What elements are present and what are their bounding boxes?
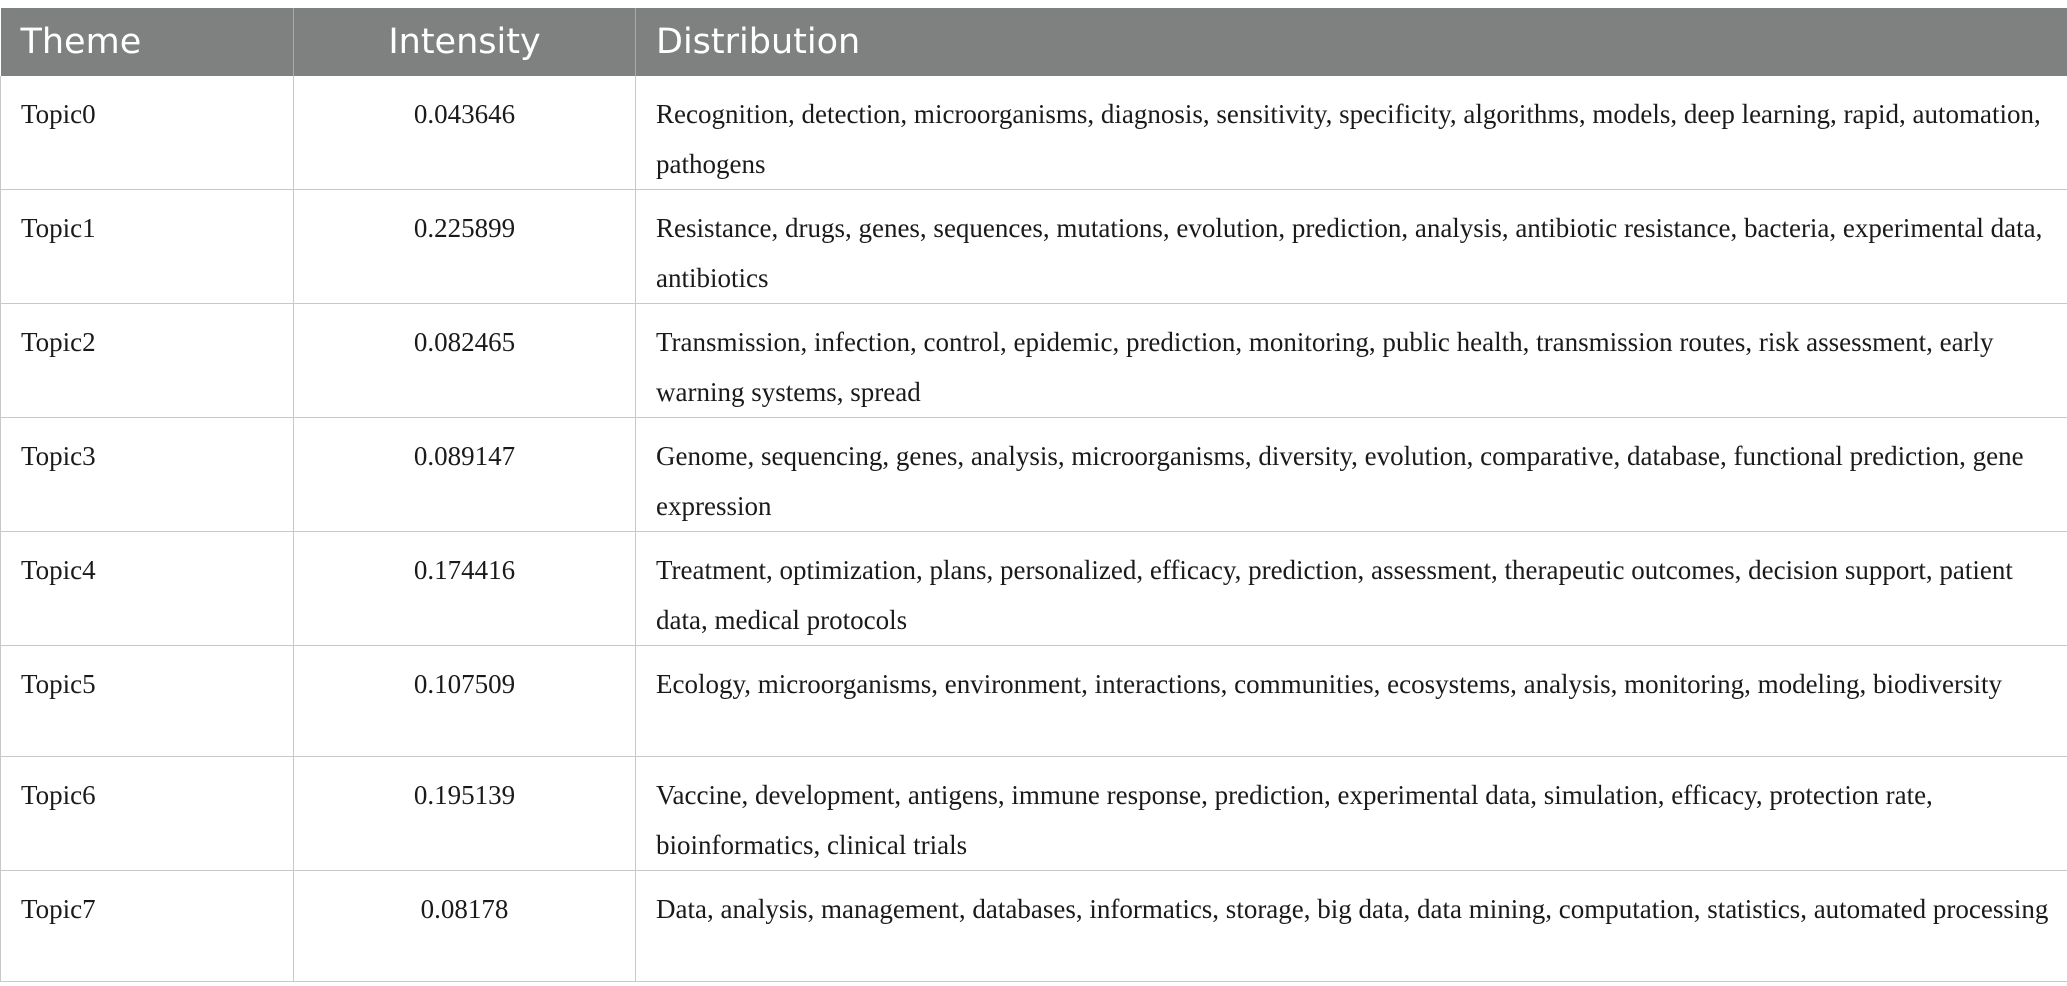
theme-cell: Topic5 <box>1 646 294 757</box>
table-row <box>1 646 2067 757</box>
table-row <box>1 757 2067 871</box>
theme-cell: Topic0 <box>1 76 294 190</box>
intensity-cell: 0.107509 <box>294 646 636 757</box>
header-row <box>1 8 2067 76</box>
header-distribution: Distribution <box>656 22 861 62</box>
table-row <box>1 418 2067 532</box>
distribution-cell: Treatment, optimization, plans, personalized, efficacy, prediction, assessment, therapeutic outcomes, decision support, patient data, medical protocols <box>636 532 2067 646</box>
distribution-cell: Ecology, microorganisms, environment, interactions, communities, ecosystems, analysis, monitoring, modeling, biodiversity <box>636 646 2067 757</box>
intensity-cell: 0.225899 <box>294 190 636 304</box>
distribution-cell: Vaccine, development, antigens, immune response, prediction, experimental data, simulation, efficacy, protection rate, bioinformatics, clinical trials <box>636 757 2067 871</box>
header-theme: Theme <box>1 8 294 76</box>
theme-cell: Topic6 <box>1 757 294 871</box>
theme-cell: Topic2 <box>1 304 294 418</box>
intensity-cell: 0.082465 <box>294 304 636 418</box>
table-row <box>1 190 2067 304</box>
theme-cell: Topic1 <box>1 190 294 304</box>
distribution-cell: Recognition, detection, microorganisms, diagnosis, sensitivity, specificity, algorithms, models, deep learning, rapid, automation, pathogens <box>636 76 2067 190</box>
table-body <box>1 76 2067 982</box>
distribution-cell: Data, analysis, management, databases, informatics, storage, big data, data mining, computation, statistics, automated processing <box>636 871 2067 982</box>
topic-table-container <box>0 8 2067 982</box>
intensity-cell: 0.195139 <box>294 757 636 871</box>
distribution-cell: Genome, sequencing, genes, analysis, microorganisms, diversity, evolution, comparative, database, functional prediction, gene expression <box>636 418 2067 532</box>
table-row <box>1 304 2067 418</box>
intensity-cell: 0.043646 <box>294 76 636 190</box>
table-row <box>1 532 2067 646</box>
theme-cell: Topic4 <box>1 532 294 646</box>
topic-table <box>0 8 2067 982</box>
theme-cell: Topic3 <box>1 418 294 532</box>
header-intensity: Intensity <box>294 8 636 76</box>
intensity-cell: 0.174416 <box>294 532 636 646</box>
theme-cell: Topic7 <box>1 871 294 982</box>
distribution-cell: Resistance, drugs, genes, sequences, mutations, evolution, prediction, analysis, antibiotic resistance, bacteria, experimental data, antibiotics <box>636 190 2067 304</box>
distribution-cell: Transmission, infection, control, epidemic, prediction, monitoring, public health, transmission routes, risk assessment, early warning systems, spread <box>636 304 2067 418</box>
table-row <box>1 871 2067 982</box>
intensity-cell: 0.08178 <box>294 871 636 982</box>
table-header <box>1 8 2067 76</box>
table-row <box>1 76 2067 190</box>
intensity-cell: 0.089147 <box>294 418 636 532</box>
